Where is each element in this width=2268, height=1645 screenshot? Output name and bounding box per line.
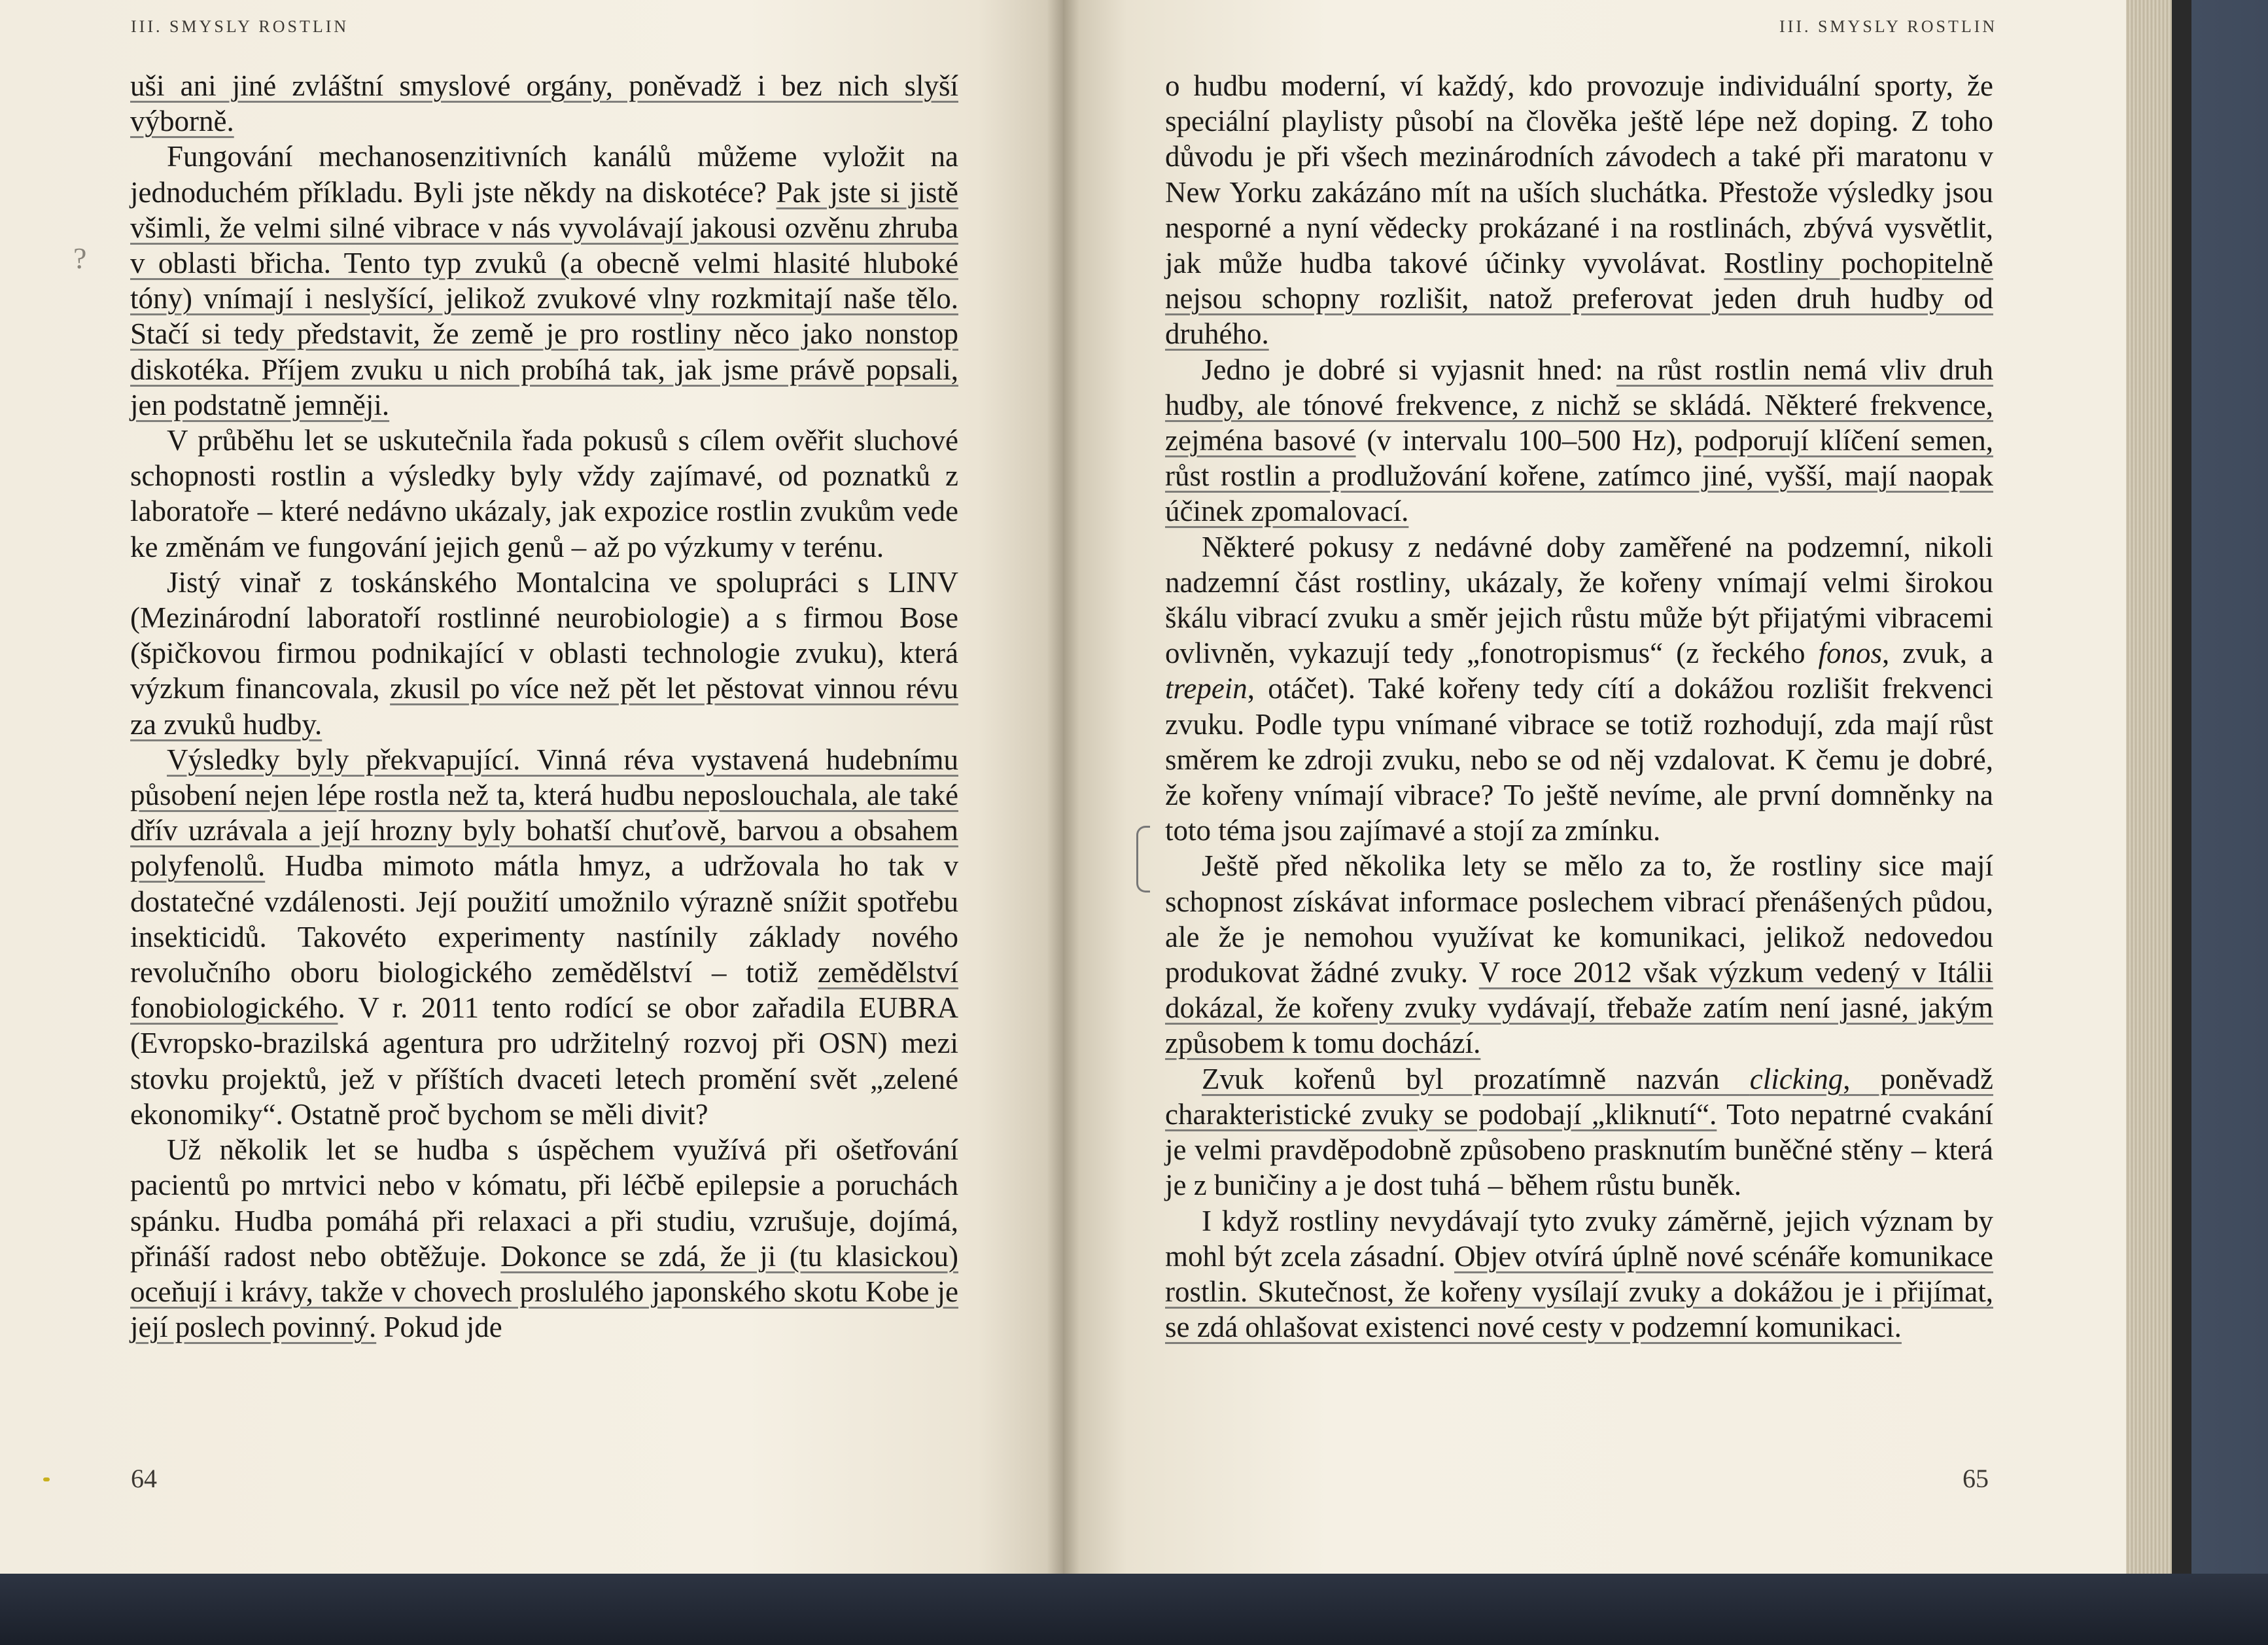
text-run: o hudbu moderní, ví každý, kdo provozuje individuální sporty, že speciální playlisty působí na člověka ještě lépe než doping. Z toho důvodu je při všech mezinárodních závodech a také při maratonu v New Yorku zakázáno mít na uších sluchátka. Přestože výsledky jsou nesporné a nyní vědecky prokázané i na rostlinách, zbývá vysvětlit, jak může hudba takové účinky vyvolávat. (1165, 69, 1993, 280)
paragraph (130, 68, 958, 139)
body-text (1165, 68, 1993, 1345)
right-page (1063, 0, 2126, 1574)
text-run: (v intervalu 100–500 Hz), (1355, 424, 1694, 457)
page-number: 65 (1963, 1464, 1989, 1493)
page-edges (2126, 0, 2172, 1574)
text-run: Hudba mimoto mátla hmyz, a udržovala ho tak v dostatečné vzdálenosti. Její použití umožnilo výrazně snížit spotřebu insekticidů. Takovéto experimenty nastínily základy nového revolučního oboru biologického zemědělství – totiž (130, 849, 958, 989)
underlined-passage: Objev otvírá úplně nové scénáře komunikace rostlin. Skutečnost, že kořeny vysílají zvuky a dokážou je i přijímat, se zdá ohlašovat existenci nové cesty v podzemní komunikaci. (1165, 1239, 1993, 1344)
underlined-passage: uši ani jiné zvláštní smyslové orgány, poněvadž i bez nich slyší výborně. (130, 69, 958, 138)
text-run: Toto nepatrné cvakání je velmi pravděpodobně způsobeno prasknutím buněčné stěny – která je z buničiny a je dost tuhá – během růstu buněk. (1165, 1097, 1993, 1202)
text-run: Jedno je dobré si vyjasnit hned: (1202, 353, 1616, 386)
margin-note: ? (73, 241, 87, 275)
paragraph (130, 423, 958, 565)
paragraph (1165, 848, 1993, 1061)
text-run: fonos (1818, 637, 1883, 670)
underlined-passage: Zvuk kořenů byl prozatímně nazván (1202, 1062, 1750, 1095)
text-run: Jistý vinař z toskánského Montalcina ve spolupráci s LINV (Mezinárodní laboratoří rostlinné neurobiologie) a s firmou Bose (špičkovou firmou podnikající v oblasti technologie zvuku), která výzkum financovala, (130, 565, 958, 705)
paragraph (130, 1132, 958, 1345)
underlined-passage: Výsledky byly překvapující. Vinná réva vystavená hudebnímu působení nejen lépe rostla než ta, která hudbu neposlouchala, ale také dřív uzrávala a její hrozny byly bohatší chuťově, barvou a obsahem polyfenolů. (130, 743, 958, 883)
text-run: , zvuk, a (1882, 637, 1993, 670)
text-run: . V r. 2011 tento rodící se obor zařadila EUBRA (Evropsko-brazilská agentura pro udržitelný rozvoj při OSN) mezi stovku projektů, jež v příštích dvaceti letech promění svět „zelené ekonomiky“. Ostatně proč bychom se měli divit? (130, 991, 958, 1131)
text-run: Některé pokusy z nedávné doby zaměřené na podzemní, nikoli nadzemní část rostliny, ukázaly, že kořeny vnímají velmi širokou škálu vibrací zvuku a směr jejich růstu může být přijatými vibracemi ovlivněn, vykazují tedy „fonotropismus“ (z řeckého (1165, 530, 1993, 670)
text-run: Pokud jde (376, 1311, 502, 1344)
left-page (0, 0, 1063, 1574)
text-run: Už několik let se hudba s úspěchem využívá při ošetřování pacientů po mrtvici nebo v kómatu, při léčbě epilepsie a poruchách spánku. Hudba pomáhá při relaxaci a při studiu, vzrušuje, dojímá, přináší radost nebo obtěžuje. (130, 1133, 958, 1273)
underlined-passage: zkusil po více než pět let pěstovat vinnou révu za zvuků hudby. (130, 672, 959, 741)
underlined-passage: V roce 2012 však výzkum vedený v Itálii dokázal, že kořeny zvuky vydávají, třebaže zatím není jasné, jakým způsobem k tomu dochází. (1165, 956, 1993, 1060)
underlined-passage: zemědělství fonobiologického (130, 956, 958, 1025)
paragraph (1165, 68, 1993, 352)
book-cover-edge (2172, 0, 2191, 1574)
paragraph (1165, 1061, 1993, 1203)
text-run: Ještě před několika lety se mělo za to, že rostliny sice mají schopnost získávat informace poslechem vibrací přenášených půdou, ale že je nemohou využívat ke komunikaci, jelikož nedovedou produkovat žádné zvuky. (1165, 849, 1993, 989)
margin-bracket (1136, 826, 1150, 893)
book-gutter (1047, 0, 1079, 1574)
page-number: 64 (131, 1464, 157, 1493)
paragraph (130, 742, 958, 1132)
paragraph (1165, 529, 1993, 849)
underlined-passage: Rostliny pochopitelně nejsou schopny rozlišit, natož preferovat jeden druh hudby od druhého. (1165, 247, 1993, 351)
text-run: Fungování mechanosenzitivních kanálů můžeme vyložit na jednoduchém příkladu. Byli jste někdy na diskotéce? (130, 140, 958, 209)
paragraph (1165, 1203, 1993, 1345)
running-head: III. SMYSLY ROSTLIN (131, 17, 349, 36)
text-run: trepein (1165, 672, 1247, 705)
paragraph (130, 139, 958, 423)
paragraph (1165, 352, 1993, 529)
ink-dot (43, 1477, 50, 1481)
underlined-passage: Pak jste si jistě všimli, že velmi silné vibrace v nás vyvolávají jakousi ozvěnu zhruba v oblasti břicha. Tento typ zvuků (a obecně velmi hlasité hluboké tóny) vnímají i neslyšící, jelikož zvukové vlny rozkmitají naše tělo. Stačí si tedy představit, že země je pro rostliny něco jako nonstop diskotéka. Příjem zvuku u nich probíhá tak, jak jsme právě popsali, jen podstatně jemněji. (130, 175, 958, 421)
underlined-passage: Dokonce se zdá, že ji (tu klasickou) oceňují i krávy, takže v chovech proslulého japonského skotu Kobe je její poslech povinný. (130, 1239, 958, 1344)
text-run: I když rostliny nevydávají tyto zvuky záměrně, jejich význam by mohl být zcela zásadní. (1165, 1204, 1993, 1273)
running-head: III. SMYSLY ROSTLIN (1779, 17, 1998, 36)
body-text (130, 68, 958, 1345)
underlined-passage: podporují klíčení semen, růst rostlin a prodlužování kořene, zatímco jiné, vyšší, mají naopak účinek zpomalovací. (1165, 424, 1994, 528)
scanner-bottom-edge (0, 1574, 2268, 1645)
underlined-passage: , poněvadž charakteristické zvuky se podobají „kliknutí“. (1165, 1062, 1994, 1131)
underlined-passage: clicking (1749, 1062, 1843, 1095)
text-run: , otáčet). Také kořeny tedy cítí a dokážou rozlišit frekvenci zvuku. Podle typu vnímané vibrace se totiž rozhodují, zda mají růst směrem ke zdroji zvuku, nebo se od něj vzdalovat. K čemu je dobré, že kořeny vnímají vibrace? To ještě nevíme, ale první domněnky na toto téma jsou zajímavé a stojí za zmínku. (1165, 672, 1993, 847)
text-run: V průběhu let se uskutečnila řada pokusů s cílem ověřit sluchové schopnosti rostlin a výsledky byly vždy zajímavé, od poznatků z laboratoře – které nedávno ukázaly, jak expozice rostlin zvukům vede ke změnám ve fungování jejich genů – až po výzkumy v terénu. (130, 424, 958, 563)
paragraph (130, 565, 958, 742)
underlined-passage: na růst rostlin nemá vliv druh hudby, ale tónové frekvence, z nichž se skládá. Některé frekvence, zejména basové (1165, 353, 1994, 457)
